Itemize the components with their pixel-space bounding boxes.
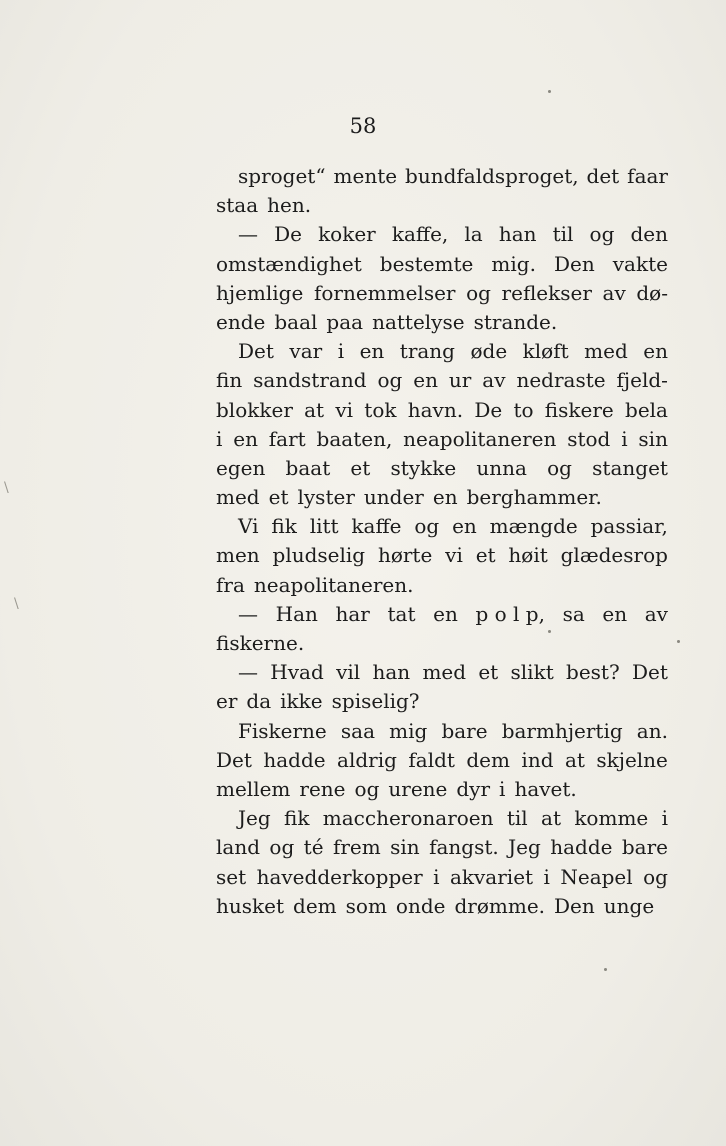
text-line xyxy=(216,308,668,337)
word: best? xyxy=(566,660,620,685)
word: en xyxy=(433,601,458,626)
word: sin xyxy=(638,426,668,451)
word: til xyxy=(552,222,574,247)
word: Den xyxy=(554,893,595,918)
word: mente xyxy=(333,164,398,188)
word: — xyxy=(238,222,258,247)
text-line xyxy=(216,687,668,716)
word: faldt xyxy=(408,747,455,772)
word: i xyxy=(499,776,506,801)
word: pludselig xyxy=(272,543,366,568)
word: stod xyxy=(567,426,611,451)
word: ikke xyxy=(280,689,323,714)
word: bare xyxy=(441,718,488,743)
word: unge xyxy=(603,893,655,918)
word: baal xyxy=(274,309,318,334)
text-line xyxy=(216,250,668,279)
text-line xyxy=(216,220,668,249)
word: ind xyxy=(521,747,554,772)
word: høit xyxy=(508,543,548,568)
word: dem xyxy=(293,893,337,918)
word: i xyxy=(621,426,628,451)
word: kløft xyxy=(522,339,569,364)
paper-speck xyxy=(548,630,551,633)
word: Det xyxy=(632,660,668,685)
word: fornemmelser xyxy=(313,280,456,305)
word: passiar, xyxy=(590,514,668,539)
word: bundfaldsproget, xyxy=(405,164,579,188)
word: bela xyxy=(625,397,668,422)
text-line xyxy=(216,658,668,687)
word: han xyxy=(498,222,537,247)
word: Det xyxy=(238,339,274,364)
word: og xyxy=(589,222,615,247)
word: nedraste xyxy=(516,368,606,393)
word: fik xyxy=(271,514,297,539)
word: sandstrand xyxy=(253,368,367,393)
text-line xyxy=(216,483,668,512)
word: en xyxy=(432,485,458,510)
word: og xyxy=(269,835,295,860)
text-line xyxy=(216,804,668,833)
word: paa xyxy=(326,309,364,334)
word: da xyxy=(246,689,272,714)
word: nattelyse xyxy=(372,309,465,334)
word: med xyxy=(216,485,260,510)
margin-mark: \ xyxy=(4,480,9,496)
word: set xyxy=(216,864,247,889)
word: og xyxy=(643,864,668,889)
text-line xyxy=(216,833,668,862)
text-line xyxy=(216,191,668,220)
word: la xyxy=(464,222,483,247)
paper-speck xyxy=(604,968,607,971)
word: glædesrop xyxy=(560,543,668,568)
word: kaffe, xyxy=(391,222,449,247)
word: maccheronaroen xyxy=(322,806,494,831)
word: egen xyxy=(216,455,266,480)
word: et xyxy=(475,543,496,568)
body-text xyxy=(216,162,668,921)
word: at xyxy=(541,806,561,831)
word: kaffe xyxy=(351,514,402,539)
word: an. xyxy=(636,718,668,743)
word: fangst. xyxy=(429,835,499,860)
word: land xyxy=(216,835,261,860)
word: et xyxy=(478,660,499,685)
text-line xyxy=(216,454,668,483)
word: som xyxy=(345,893,387,918)
word: og xyxy=(377,368,403,393)
word: aldrig xyxy=(337,747,397,772)
text-line xyxy=(216,892,668,921)
word: og xyxy=(547,455,572,480)
word: havet. xyxy=(514,776,577,801)
word: lyster xyxy=(297,485,355,510)
word: mig. xyxy=(491,251,536,276)
word: neapolitaneren. xyxy=(253,572,414,597)
word: tat xyxy=(387,601,416,626)
word: fin xyxy=(216,368,243,393)
word: tok xyxy=(364,397,397,422)
word: mængde xyxy=(489,514,578,539)
word: vi xyxy=(445,543,463,568)
word: neapolitaneren xyxy=(403,426,557,451)
word: fjeld- xyxy=(616,368,668,393)
paper-speck xyxy=(677,640,680,643)
word: Neapel xyxy=(560,864,633,889)
word: litt xyxy=(309,514,339,539)
word: sin xyxy=(390,835,420,860)
word: skjelne xyxy=(596,747,668,772)
text-line xyxy=(216,775,668,804)
text-line xyxy=(216,366,668,395)
word: av xyxy=(602,280,626,305)
text-line xyxy=(216,425,668,454)
word: dyr xyxy=(456,776,491,801)
word: bestemte xyxy=(379,251,474,276)
word: saa xyxy=(340,718,376,743)
word: fiskere xyxy=(544,397,614,422)
word: slikt xyxy=(510,660,554,685)
text-line xyxy=(216,396,668,425)
word: baaten, xyxy=(316,426,393,451)
word: dem xyxy=(466,747,510,772)
word: strande. xyxy=(473,309,558,334)
word: De xyxy=(474,397,503,422)
word: De xyxy=(274,222,302,247)
word: mig xyxy=(389,718,428,743)
word: fiskerne. xyxy=(216,631,305,655)
word: stanget xyxy=(592,455,668,480)
word: Han xyxy=(275,601,318,626)
word: sproget“ xyxy=(238,164,326,188)
word: et xyxy=(350,455,371,480)
word: en xyxy=(233,426,258,451)
word: av xyxy=(644,601,668,626)
word: drømme. xyxy=(454,893,546,918)
word: dø- xyxy=(636,280,668,305)
word: i xyxy=(661,806,668,831)
word: det xyxy=(586,164,620,188)
word: fra xyxy=(216,572,245,597)
text-line xyxy=(216,337,668,366)
word: — xyxy=(238,660,258,685)
word: er xyxy=(216,689,238,714)
word: frem xyxy=(332,835,381,860)
word: hadde xyxy=(263,747,326,772)
word: en xyxy=(452,514,477,539)
word: fik xyxy=(283,806,310,831)
word: p o l p, xyxy=(475,601,545,626)
word: staa xyxy=(216,193,259,218)
text-line xyxy=(216,863,668,892)
text-line xyxy=(216,717,668,746)
word: hjemlige xyxy=(216,280,304,305)
word: til xyxy=(506,806,528,831)
word: onde xyxy=(395,893,446,918)
word: Fiskerne xyxy=(238,718,327,743)
word: øde xyxy=(470,339,508,364)
word: at xyxy=(304,397,325,422)
word: komme xyxy=(574,806,649,831)
text-line xyxy=(216,279,668,308)
word: var xyxy=(289,339,323,364)
word: han xyxy=(372,660,411,685)
word: sa xyxy=(562,601,585,626)
word: bare xyxy=(621,835,668,860)
word: koker xyxy=(318,222,376,247)
word: og xyxy=(414,514,440,539)
word: vi xyxy=(335,397,354,422)
word: en xyxy=(643,339,668,364)
word: men xyxy=(216,543,260,568)
word: reflekser xyxy=(501,280,592,305)
word: fart xyxy=(268,426,306,451)
word: i xyxy=(337,339,345,364)
word: to xyxy=(513,397,534,422)
word: et xyxy=(268,485,289,510)
word: té xyxy=(303,835,324,860)
word: baat xyxy=(285,455,331,480)
word: husket xyxy=(216,893,285,918)
word: hen. xyxy=(267,193,312,218)
word: den xyxy=(630,222,668,247)
word: med xyxy=(422,660,467,685)
word: i xyxy=(433,864,440,889)
word: — xyxy=(238,601,258,626)
margin-mark: \ xyxy=(14,596,19,612)
paper-speck xyxy=(548,90,551,93)
text-line xyxy=(216,746,668,775)
word: Jeg xyxy=(508,835,541,860)
word: havn. xyxy=(407,397,464,422)
word: Det xyxy=(216,747,252,772)
word: urene xyxy=(388,776,448,801)
text-line xyxy=(216,162,668,191)
word: berghammer. xyxy=(466,485,602,510)
word: blokker xyxy=(216,397,293,422)
page-number: 58 xyxy=(349,114,377,138)
text-line xyxy=(216,512,668,541)
word: omstændighet xyxy=(216,251,362,276)
text-line xyxy=(216,600,668,629)
word: faar xyxy=(627,164,668,188)
word: en xyxy=(602,601,628,626)
word: vakte xyxy=(612,251,668,276)
word: av xyxy=(482,368,506,393)
word: hørte xyxy=(377,543,433,568)
word: akvariet xyxy=(449,864,534,889)
word: hadde xyxy=(550,835,613,860)
word: rene xyxy=(299,776,346,801)
word: vil xyxy=(336,660,361,685)
word: stykke xyxy=(390,455,457,480)
word: Jeg xyxy=(238,806,271,831)
word: Den xyxy=(553,251,595,276)
word: og xyxy=(354,776,380,801)
word: trang xyxy=(399,339,455,364)
word: i xyxy=(543,864,550,889)
word: en xyxy=(359,339,385,364)
word: havedderkopper xyxy=(256,864,423,889)
word: under xyxy=(363,485,424,510)
word: en xyxy=(413,368,438,393)
word: spiselig? xyxy=(331,689,420,714)
word: i xyxy=(216,426,223,451)
text-line xyxy=(216,629,668,658)
text-line xyxy=(216,541,668,570)
word: unna xyxy=(476,455,527,480)
word: barmhjertig xyxy=(501,718,623,743)
word: Vi xyxy=(238,514,259,539)
word: og xyxy=(466,280,491,305)
word: har xyxy=(335,601,370,626)
word: mellem xyxy=(216,776,291,801)
word: med xyxy=(584,339,628,364)
word: ur xyxy=(448,368,472,393)
word: Hvad xyxy=(270,660,324,685)
word: ende xyxy=(216,309,266,334)
text-line xyxy=(216,571,668,600)
word: at xyxy=(564,747,585,772)
